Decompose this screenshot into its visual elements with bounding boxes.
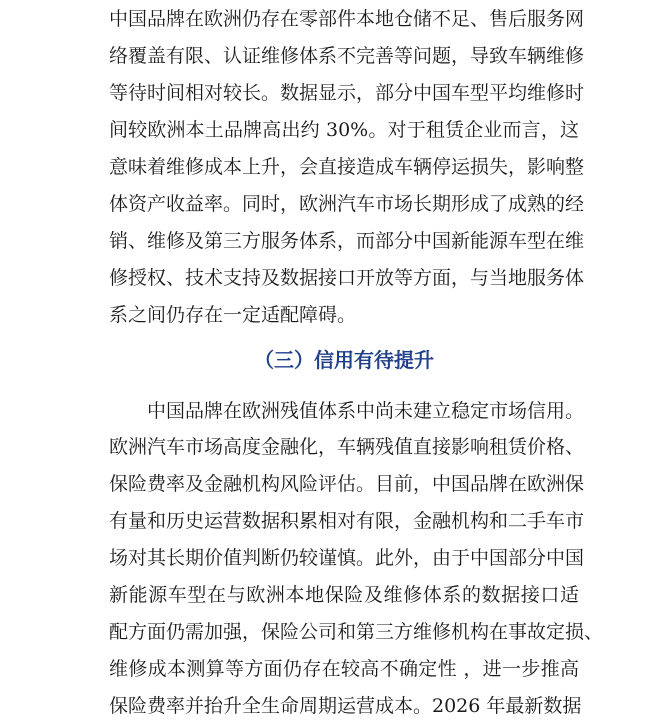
- text-line: 配方面仍需加强，保险公司和第三方维修机构在事故定损、: [109, 621, 604, 643]
- text-line: 间较欧洲本土品牌高出约 30%。对于租赁企业而言，这: [109, 119, 579, 141]
- text-line: 保险费率及金融机构风险评估。目前，中国品牌在欧洲保: [109, 473, 585, 495]
- text-line: 销、维修及第三方服务体系，而部分中国新能源车型在维: [109, 230, 585, 252]
- text-line: 修授权、技术支持及数据接口开放等方面，与当地服务体: [109, 267, 585, 289]
- text-line: 等待时间相对较长。数据显示，部分中国车型平均维修时: [109, 82, 585, 104]
- text-line: 有量和历史运营数据积累相对有限，金融机构和二手车市: [109, 510, 585, 532]
- text-line: 中国品牌在欧洲残值体系中尚未建立稳定市场信用。: [147, 400, 585, 422]
- text-line: 中国品牌在欧洲仍存在零部件本地仓储不足、售后服务网: [109, 8, 585, 30]
- section-heading: （三）信用有待提升: [254, 348, 434, 372]
- text-line: 欧洲汽车市场高度金融化，车辆残值直接影响租赁价格、: [109, 436, 585, 458]
- text-line: 系之间仍存在一定适配障碍。: [109, 304, 357, 326]
- text-line: 场对其长期价值判断仍较谨慎。此外，由于中国部分中国: [109, 547, 585, 569]
- text-line: 新能源车型在与欧洲本地保险及维修体系的数据接口适: [109, 584, 579, 606]
- text-line: 体资产收益率。同时，欧洲汽车市场长期形成了成熟的经: [109, 193, 585, 215]
- text-line: 保险费率并抬升全生命周期运营成本。2026 年最新数据: [109, 695, 582, 717]
- text-line: 维修成本测算等方面仍存在较高不确定性 ，进一步推高: [109, 658, 579, 680]
- text-line: 络覆盖有限、认证维修体系不完善等问题，导致车辆维修: [109, 45, 585, 67]
- text-line: 意味着维修成本上升，会直接造成车辆停运损失，影响整: [109, 156, 585, 178]
